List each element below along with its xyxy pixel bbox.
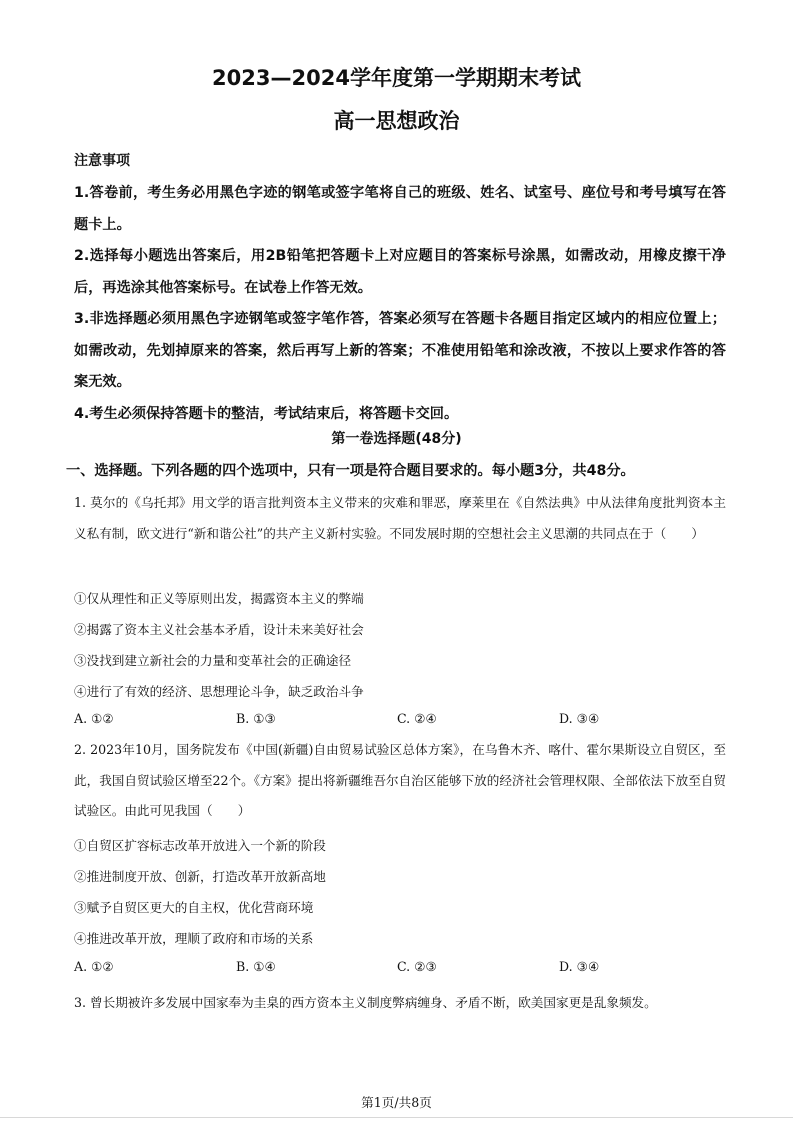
question-stem-text: 3. 曾长期被许多发展中国家奉为圭臬的西方资本主义制度弊病缠身、矛盾不断，欧美国家更是乱象频发。 — [74, 995, 657, 1010]
note-item: 1.答卷前，考生务必用黑色字迹的钢笔或签字笔将自己的班级、姓名、试室号、座位号和考号填写在答题卡上。 — [74, 185, 726, 233]
question-1-option-1: ①仅从理性和正义等原则出发，揭露资本主义的弊端 — [74, 591, 364, 606]
question-2-option-2: ②推进制度开放、创新，打造改革开放新高地 — [74, 869, 326, 884]
question-2-option-1: ①自贸区扩容标志改革开放进入一个新的阶段 — [74, 838, 326, 853]
choice-a: A. ①② — [74, 959, 114, 974]
question-2-stem — [74, 735, 726, 827]
note-item: 3.非选择题必须用黑色字迹钢笔或签字笔作答，答案必须写在答题卡各题目指定区域内的相应位置上；如需改动，先划掉原来的答案，然后再写上新的答案；不准使用铅笔和涂改液，不按以上要求作答的答案无效。 — [74, 311, 726, 390]
note-item: 2.选择每小题选出答案后，用2B铅笔把答题卡上对应题目的答案标号涂黑，如需改动，用橡皮擦干净后，再选涂其他答案标号。在试卷上作答无效。 — [74, 248, 726, 296]
question-2-choices — [74, 959, 726, 979]
exam-subject: 高一思想政治 — [333, 109, 460, 133]
exam-title: 2023—2024学年度第一学期期末考试 — [212, 66, 581, 90]
choice-c: C. ②④ — [397, 711, 437, 726]
question-1-option-3: ③没找到建立新社会的力量和变革社会的正确途径 — [74, 653, 352, 668]
question-2-option-4: ④推进改革开放，理顺了政府和市场的关系 — [74, 931, 314, 946]
choice-a: A. ①② — [74, 711, 114, 726]
question-1-stem — [74, 488, 726, 549]
question-stem-text: 2. 2023年10月，国务院发布《中国(新疆)自由贸易试验区总体方案》，在乌鲁木齐、喀什、霍尔果斯设立自贸区，至此，我国自贸试验区增至22个。《方案》提出将新疆维吾尔自治区能够下放的经济社会管理权限、全部依法下放至自贸试验区。由此可见我国（ ） — [74, 742, 727, 818]
choice-c: C. ②③ — [397, 959, 437, 974]
section-instruction: 一、选择题。下列各题的四个选项中，只有一项是符合题目要求的。每小题3分，共48分。 — [66, 463, 635, 479]
notes-heading: 注意事项 — [74, 153, 130, 169]
question-1-option-2: ②揭露了资本主义社会基本矛盾，设计未来美好社会 — [74, 622, 364, 637]
bottom-divider — [0, 1117, 793, 1118]
question-2-option-3: ③赋予自贸区更大的自主权，优化营商环境 — [74, 900, 314, 915]
section-title: 第一卷选择题(48分) — [331, 431, 462, 447]
question-3-stem — [74, 988, 726, 1019]
question-1-choices — [74, 711, 726, 731]
question-1-option-4: ④进行了有效的经济、思想理论斗争，缺乏政治斗争 — [74, 684, 364, 699]
question-stem-text: 1. 莫尔的《乌托邦》用文学的语言批判资本主义带来的灾难和罪恶，摩莱里在《自然法典》中从法律角度批判资本主义私有制，欧文进行“新和谐公社”的共产主义新村实验。不同发展时期的空想社会主义思潮的共同点在于（ ） — [74, 495, 726, 541]
choice-d: D. ③④ — [559, 711, 600, 726]
choice-d: D. ③④ — [559, 959, 600, 974]
choice-b: B. ①④ — [236, 959, 276, 974]
page-number: 第1页/共8页 — [361, 1095, 432, 1110]
notes-list — [74, 178, 726, 430]
choice-b: B. ①③ — [236, 711, 276, 726]
note-item: 4.考生必须保持答题卡的整洁，考试结束后，将答题卡交回。 — [74, 405, 459, 422]
